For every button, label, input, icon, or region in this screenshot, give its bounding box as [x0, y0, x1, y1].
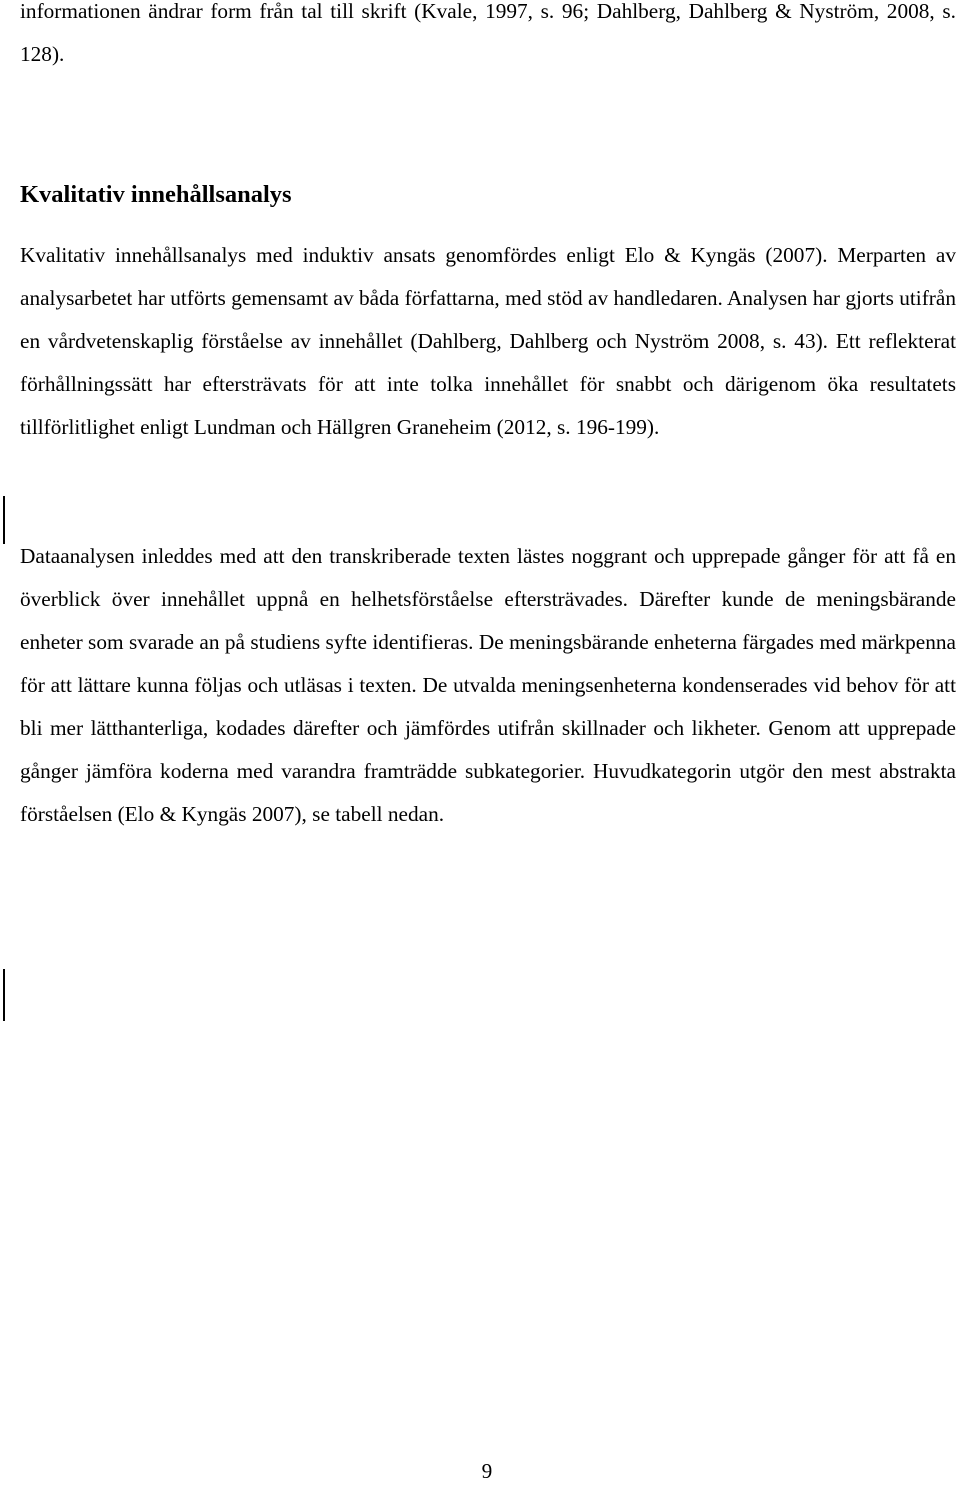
section-heading: Kvalitativ innehållsanalys: [20, 181, 292, 208]
paragraph-analysis: Dataanalysen inleddes med att den transkriberade texten lästes noggrant och upprepade gånger för att få en överblick över innehållet uppnå en helhetsförståelse eftersträvades. Därefter kunde de meningsbärande enheter som svarade an på studiens syfte identifieras. De meningsbärande enheterna färgades med märkpenna för att lättare kunna följas och utläsas i texten. De utvalda meningsenheterna kondenserades vid behov för att bli mer lätthanterliga, kodades därefter och jämfördes utifrån skillnader och likheter. Genom att upprepade gånger jämföra koderna med varandra framträdde subkategorier. Huvudkategorin utgör den mest abstrakta förståelsen (Elo & Kyngäs 2007), se tabell nedan.: [20, 544, 956, 826]
revision-bar: [3, 969, 5, 1021]
paragraph-intro: informationen ändrar form från tal till skrift (Kvale, 1997, s. 96; Dahlberg, Dahlberg & Nyström, 2008, s. 128).: [20, 0, 956, 66]
page-number: 9: [481, 1459, 493, 1483]
revision-bar: [3, 496, 5, 544]
paragraph-method: Kvalitativ innehållsanalys med induktiv ansats genomfördes enligt Elo & Kyngäs (2007). Merparten av analysarbetet har utförts gemensamt av båda författarna, med stöd av handledaren. Analysen har gjorts utifrån en vårdvetenskaplig förståelse av innehållet (Dahlberg, Dahlberg och Nyström 2008, s. 43). Ett reflekterat förhållningssätt har eftersträvats för att inte tolka innehållet för snabbt och därigenom öka resultatets tillförlitlighet enligt Lundman och Hällgren Graneheim (2012, s. 196-199).: [20, 243, 956, 439]
